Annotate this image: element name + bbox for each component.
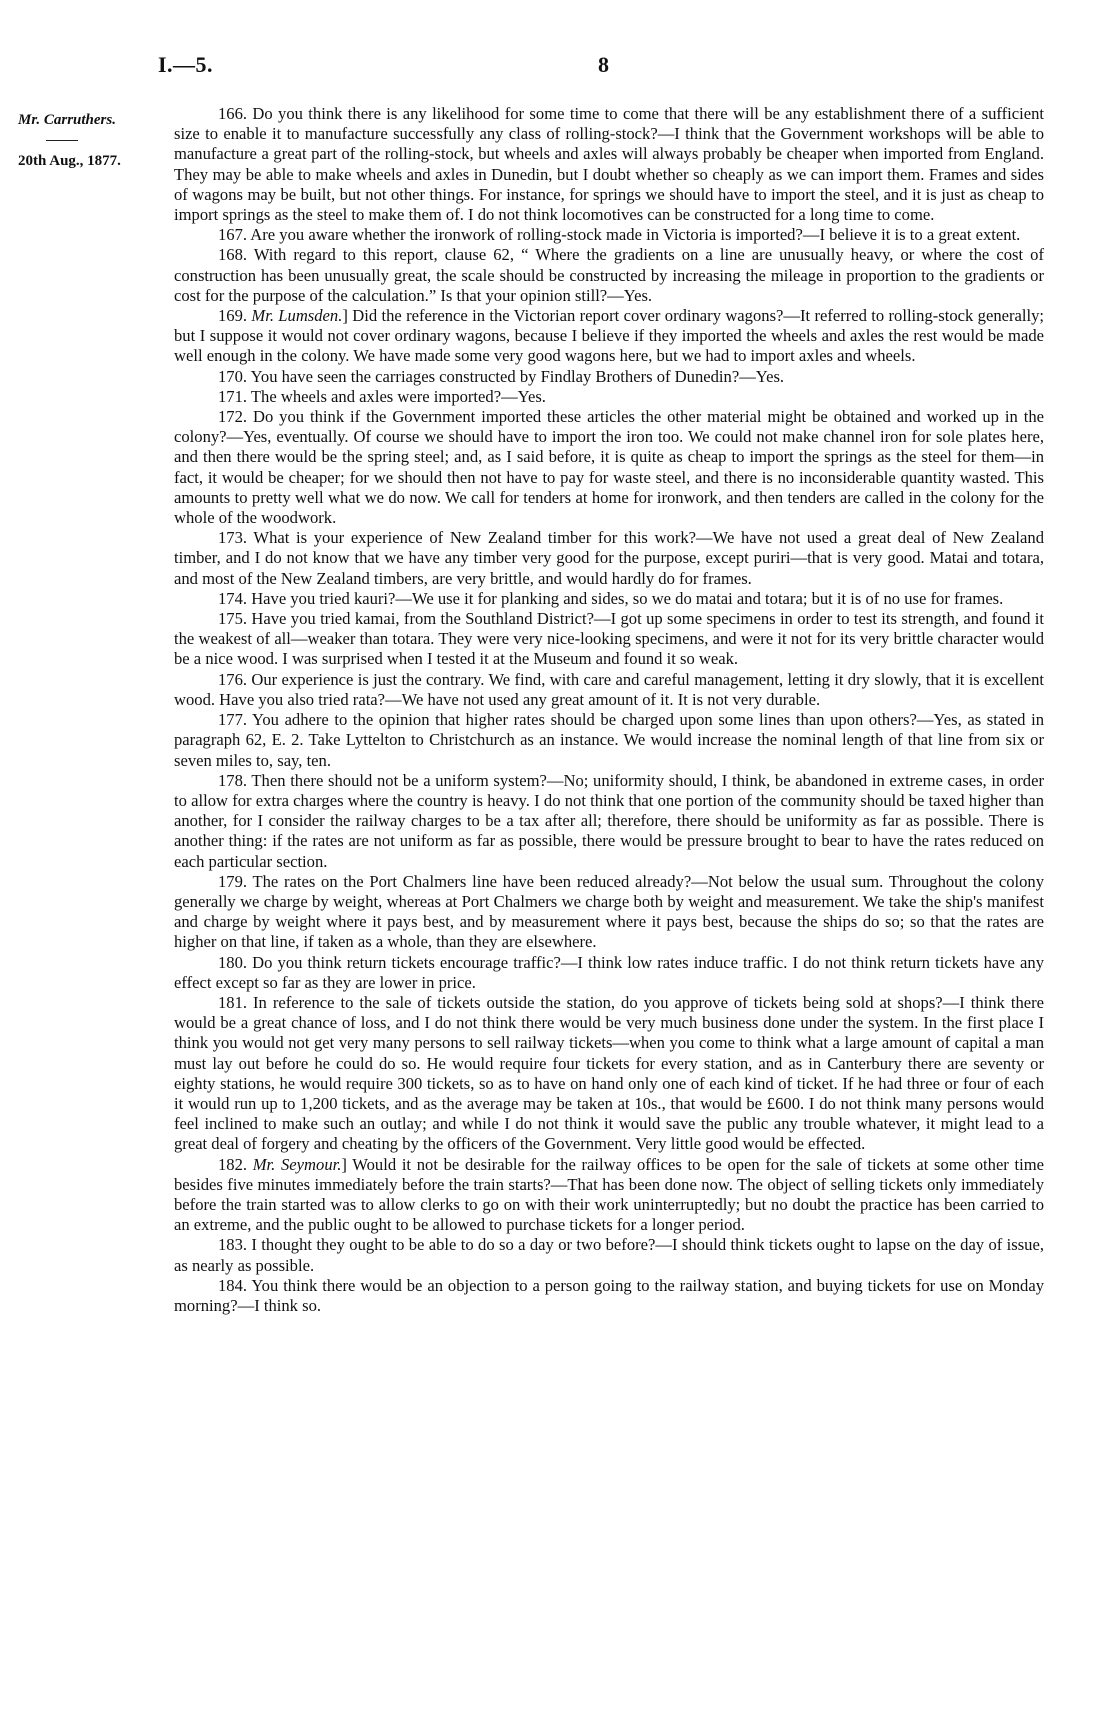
evidence-date: 20th Aug., 1877. xyxy=(18,153,121,169)
question-paragraph xyxy=(174,993,1044,1155)
question-paragraph xyxy=(174,1235,1044,1275)
paragraph-text: 170. You have seen the carriages constructed by Findlay Brothers of Dunedin?—Yes. xyxy=(218,366,785,386)
witness-name: Mr. Carruthers. xyxy=(18,112,116,128)
paper-reference: I.—5. xyxy=(158,52,214,77)
paragraph-text: 182. xyxy=(218,1154,253,1174)
question-paragraph xyxy=(174,609,1044,670)
question-paragraph xyxy=(174,872,1044,953)
paragraph-text: 173. What is your experience of New Zealand timber for this work?—We have not used a great deal of New Zealand timber, and I do not know that we have any timber very good for the purpose, except puriri—that is very good. Matai and totara, and most of the New Zealand timbers, are very brittle, and would hardly do for frames. xyxy=(174,528,1044,588)
question-paragraph xyxy=(174,367,1044,387)
paragraph-text: 181. In reference to the sale of tickets outside the station, do you approve of tickets being sold at shops?—I think there would be a great chance of loss, and I do not think there would be very much business done under the system. In the first place I think you would not get very many persons to sell railway tickets—when you come to think what a large amount of capital a man must lay out before he could do so. He would require four tickets for every station, and as in Canterbury there are seventy or eighty stations, he would require 300 tickets, so as to have on hand only one of each kind of ticket. If he had three or four of each it would run up to 1,200 tickets, and as the average may be taken at 10s., that would be £600. I do not think many persons would feel inclined to make such an outlay; and while I do not think it would save the public any trouble whatever, it might lead to a great deal of forgery and cheating by the officers of the Government. Very little good would be effected. xyxy=(174,992,1044,1154)
paragraph-text: 176. Our experience is just the contrary. We find, with care and careful management, letting it dry slowly, that it is excellent wood. Have you also tried rata?—We have not used any great amount of it. It is not very durable. xyxy=(174,669,1044,709)
paragraph-text: 172. Do you think if the Government imported these articles the other material might be obtained and worked up in the colony?—Yes, eventually. Of course we should have to import the iron too. We could not make channel iron for sole plates here, and then there would be the spring steel; and, as I said before, it is quite as cheap to import the springs as the steel for them—in fact, it would be cheaper; for we should then not have to pay for waste steel, and there is no inconsiderable quantity wasted. This amounts to pretty well what we do now. We call for tenders at home for ironwork, and then tenders are called in the colony for the whole of the woodwork. xyxy=(174,407,1044,528)
paragraph-text: 178. Then there should not be a uniform system?—No; uniformity should, I think, be abandoned in extreme cases, in order to allow for extra charges where the country is heavy. I do not think that one portion of the community should be taxed higher than another, for I consider the railway charges to be a tax after all; therefore, there should be uniformity as far as possible. There is another thing: if the rates are not uniform as far as possible, there would be pressure brought to bear to have the rates reduced on each particular section. xyxy=(174,770,1044,871)
paragraph-text: 179. The rates on the Port Chalmers line have been reduced already?—Not below the usual sum. Throughout the colony generally we charge by weight, whereas at Port Chalmers we charge both by weight and measurement. We take the ship's manifest and charge by weight where it pays best, and by measurement where it pays best, because the ships do so; so that the rates are higher on that line, if taken as a whole, than they are elsewhere. xyxy=(174,871,1044,952)
question-paragraph xyxy=(174,306,1044,367)
question-paragraph xyxy=(174,528,1044,589)
question-paragraph xyxy=(174,953,1044,993)
paragraph-text: 167. Are you aware whether the ironwork of rolling-stock made in Victoria is imported?—I believe it is to a great extent. xyxy=(218,225,1021,245)
question-paragraph xyxy=(174,245,1044,306)
page-number: 8 xyxy=(598,52,609,77)
paragraph-text-continued: ] Would it not be desirable for the railway offices to be open for the sale of tickets at some other time besides five minutes immediately before the train starts?—That has been done now. The object of selling tickets only immediately before the train started was to allow clerks to go on with their work uninterruptedly; but no doubt the practice has been carried to an extreme, and the public ought to be allowed to purchase tickets for a longer period. xyxy=(174,1154,1045,1235)
paragraph-text-continued: ] Did the reference in the Victorian report cover ordinary wagons?—It referred to rolling-stock generally; but I suppose it would not cover ordinary wagons, because I believe if they imported the wheels and axles the rest would be made well enough in the colony. We have made some very good wagons here, but we had to import axles and wheels. xyxy=(174,306,1044,366)
question-paragraph xyxy=(174,104,1044,225)
question-paragraph xyxy=(174,670,1044,710)
evidence-text xyxy=(174,104,1044,1316)
question-paragraph xyxy=(174,407,1044,528)
question-paragraph xyxy=(174,1276,1044,1316)
question-paragraph xyxy=(174,710,1044,771)
paragraph-text: 180. Do you think return tickets encourage traffic?—I think low rates induce traffic. I do not think return tickets have any effect except so far as they are lower in price. xyxy=(174,952,1044,992)
speaker-name: Mr. Seymour. xyxy=(252,1154,342,1174)
paragraph-text: 174. Have you tried kauri?—We use it for planking and sides, so we do matai and totara; but it is of no use for frames. xyxy=(218,588,1004,608)
paragraph-text: 169. xyxy=(218,306,252,326)
margin-notes xyxy=(18,110,178,171)
paragraph-text: 166. Do you think there is any likelihood for some time to come that there will be any establishment there of a sufficient size to enable it to manufacture successfully any class of rolling-stock?—I think that the Government workshops will be able to manufacture a great part of the rolling-stock, but wheels and axles will always probably be cheaper when imported from England. They may be able to make wheels and axles in Dunedin, but I doubt whether so cheaply as we can import them. Frames and sides of wagons may be built, but not other things. For instance, for springs we should have to import the steel, and it is just as cheap to import springs as the steel to make them of. I do not think locomotives can be constructed for a long time to come. xyxy=(174,104,1044,225)
question-paragraph xyxy=(174,771,1044,872)
paragraph-text: 184. You think there would be an objection to a person going to the railway station, and buying tickets for use on Monday morning?—I think so. xyxy=(174,1275,1044,1315)
question-paragraph xyxy=(174,589,1044,609)
paragraph-text: 168. With regard to this report, clause 62, “ Where the gradients on a line are unusually heavy, or where the cost of construction has been unusually great, the scale should be constructed by increasing the mileage in proportion to the gradients or cost for the purpose of the calculation.” Is that your opinion still?—Yes. xyxy=(174,245,1044,305)
margin-dash xyxy=(46,140,78,141)
paragraph-text: 177. You adhere to the opinion that higher rates should be charged upon some lines than upon others?—Yes, as stated in paragraph 62, E. 2. Take Lyttelton to Christchurch as an instance. We would increase the nominal length of that line from six or seven miles to, say, ten. xyxy=(174,710,1044,770)
page-header xyxy=(158,52,1058,82)
paragraph-text: 183. I thought they ought to be able to do so a day or two before?—I should think tickets ought to lapse on the day of issue, as nearly as possible. xyxy=(174,1235,1044,1275)
paragraph-text: 175. Have you tried kamai, from the Southland District?—I got up some specimens in order to test its strength, and found it the weakest of all—weaker than totara. They were very nice-looking specimens, and were it not for its very brittle character would be a nice wood. I was surprised when I tested it at the Museum and found it so weak. xyxy=(174,609,1044,669)
question-paragraph xyxy=(174,225,1044,245)
speaker-name: Mr. Lumsden. xyxy=(251,306,343,326)
question-paragraph xyxy=(174,387,1044,407)
question-paragraph xyxy=(174,1155,1044,1236)
paragraph-text: 171. The wheels and axles were imported?—Yes. xyxy=(218,386,546,406)
